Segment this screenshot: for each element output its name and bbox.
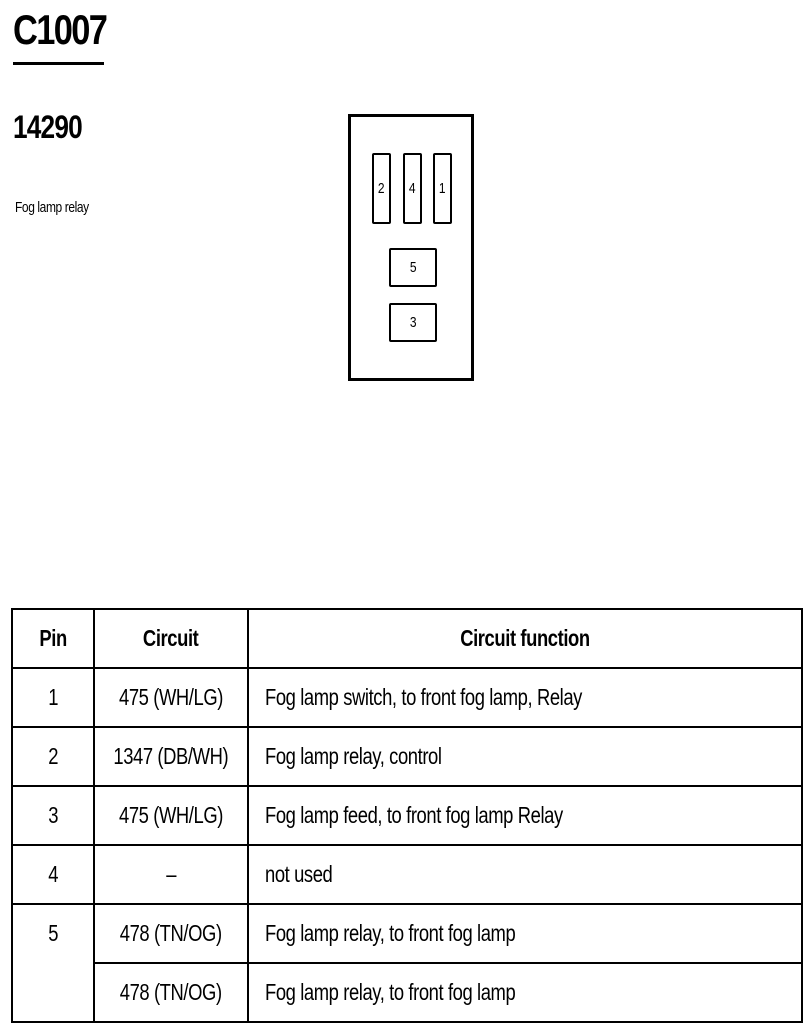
pin-5-terminal: [389, 248, 437, 287]
function-cell: Fog lamp relay, to front fog lamp: [248, 904, 802, 963]
circuit-cell: 1347 (DB/WH): [94, 727, 248, 786]
pin-3-terminal: [389, 303, 437, 342]
pin-cell: 3: [12, 786, 94, 845]
pin-cell: 5: [12, 904, 94, 1022]
pin-2-terminal: [372, 153, 391, 224]
pin-table: [11, 608, 803, 1023]
pin-1-terminal: [433, 153, 452, 224]
pin-3-label: 3: [409, 314, 417, 331]
connector-id: C1007: [13, 6, 107, 53]
table-row: [12, 963, 802, 1022]
pin-cell: 1: [12, 668, 94, 727]
circuit-cell: 478 (TN/OG): [94, 963, 248, 1022]
header-function: Circuit function: [248, 609, 802, 668]
pin-4-terminal: [403, 153, 422, 224]
function-cell: Fog lamp relay, to front fog lamp: [248, 963, 802, 1022]
pin-5-label: 5: [409, 259, 417, 276]
pin-cell: 4: [12, 845, 94, 904]
function-cell: Fog lamp relay, control: [248, 727, 802, 786]
circuit-cell: 475 (WH/LG): [94, 786, 248, 845]
pin-2-label: 2: [378, 180, 385, 197]
pin-cell: 2: [12, 727, 94, 786]
table-row: [12, 845, 802, 904]
table-row: [12, 727, 802, 786]
connector-description: Fog lamp relay: [15, 199, 89, 216]
table-row: [12, 668, 802, 727]
function-cell: not used: [248, 845, 802, 904]
connector-face-diagram: [348, 114, 474, 381]
function-cell: Fog lamp switch, to front fog lamp, Relay: [248, 668, 802, 727]
pin-1-label: 1: [439, 180, 446, 197]
table-row: [12, 786, 802, 845]
table-row: [12, 904, 802, 963]
header-pin: Pin: [12, 609, 94, 668]
header-circuit: Circuit: [94, 609, 248, 668]
pin-4-label: 4: [409, 180, 416, 197]
part-number: 14290: [13, 109, 82, 145]
circuit-cell: –: [94, 845, 248, 904]
table-header-row: [12, 609, 802, 668]
circuit-cell: 478 (TN/OG): [94, 904, 248, 963]
function-cell: Fog lamp feed, to front fog lamp Relay: [248, 786, 802, 845]
circuit-cell: 475 (WH/LG): [94, 668, 248, 727]
title-underline: [13, 62, 104, 65]
